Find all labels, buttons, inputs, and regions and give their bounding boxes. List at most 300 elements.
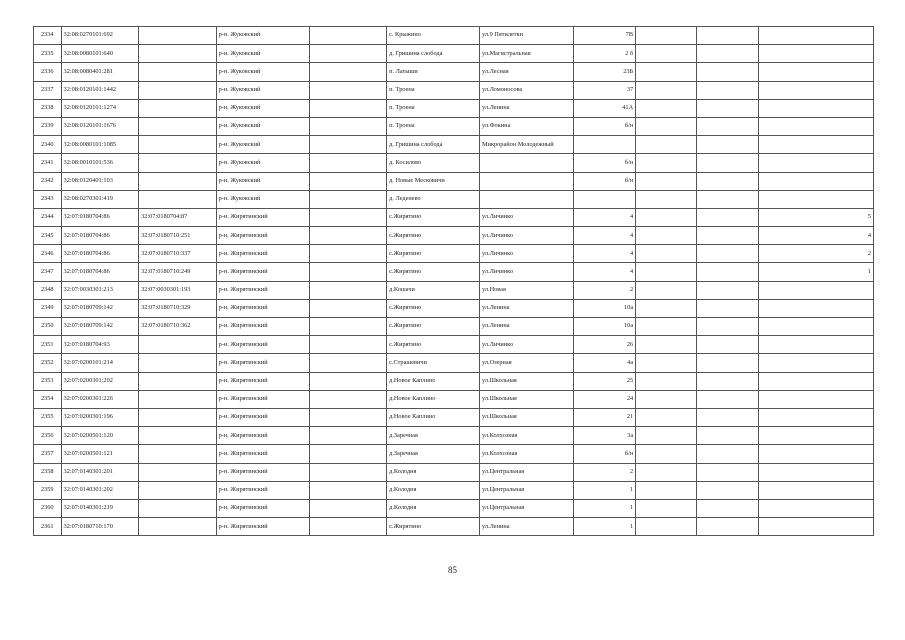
locality-cell: с.Жирятино [387,518,480,536]
row-number-cell: 2334 [34,27,62,45]
cadastral-number-2-cell [139,390,217,408]
apartment-number-cell: 5 [758,208,873,226]
blank-cell-cell [697,227,758,245]
locality-cell: п. Троена [387,117,480,135]
table-row [34,372,874,390]
table-row [34,318,874,336]
apartment-number-cell [758,63,873,81]
blank-cell-cell [309,336,387,354]
table-row [34,227,874,245]
house-number-cell: б/н [573,445,635,463]
blank-cell-cell [636,208,697,226]
blank-cell-cell [697,263,758,281]
row-number-cell: 2348 [34,281,62,299]
blank-cell-cell [636,245,697,263]
locality-cell: с.Жирятино [387,263,480,281]
cadastral-number-cell: 32:07:0200301:202 [61,372,139,390]
blank-cell-cell [697,99,758,117]
blank-cell-cell [697,499,758,517]
row-number-cell: 2340 [34,136,62,154]
blank-cell-cell [309,190,387,208]
cadastral-number-cell: 32:08:0080101:640 [61,45,139,63]
apartment-number-cell: 4 [758,227,873,245]
locality-cell: д. Косилово [387,154,480,172]
blank-cell-cell [636,372,697,390]
house-number-cell: 23Б [573,63,635,81]
house-number-cell: 7В [573,27,635,45]
street-cell [479,154,573,172]
table-row [34,117,874,135]
row-number-cell: 2355 [34,408,62,426]
blank-cell-cell [636,136,697,154]
blank-cell-cell [309,408,387,426]
blank-cell-cell [697,190,758,208]
blank-cell-cell [697,154,758,172]
row-number-cell: 2339 [34,117,62,135]
apartment-number-cell [758,463,873,481]
district-cell: р-н. Жирятинский [216,245,309,263]
cadastral-number-2-cell: 32:07:0180710:329 [139,299,217,317]
cadastral-number-2-cell [139,136,217,154]
blank-cell-cell [697,463,758,481]
blank-cell-cell [697,354,758,372]
cadastral-number-cell: 32:07:0180709:142 [61,299,139,317]
street-cell: ул.Личинко [479,208,573,226]
blank-cell-cell [309,372,387,390]
row-number-cell: 2351 [34,336,62,354]
blank-cell-cell [309,354,387,372]
apartment-number-cell [758,336,873,354]
blank-cell-cell [636,299,697,317]
table-row [34,354,874,372]
blank-cell-cell [697,81,758,99]
cadastral-number-2-cell: 32:07:0180710:337 [139,245,217,263]
table-row [34,208,874,226]
locality-cell: д. Новые Месковичи [387,172,480,190]
locality-cell: с.Жирятино [387,208,480,226]
blank-cell-cell [309,208,387,226]
blank-cell-cell [309,227,387,245]
blank-cell-cell [309,427,387,445]
blank-cell-cell [697,318,758,336]
locality-cell: д.Колодня [387,463,480,481]
blank-cell-cell [697,481,758,499]
blank-cell-cell [309,318,387,336]
blank-cell-cell [636,481,697,499]
locality-cell: с. Крыжино [387,27,480,45]
district-cell: р-н. Жирятинский [216,354,309,372]
row-number-cell: 2337 [34,81,62,99]
table-row [34,336,874,354]
table-row [34,499,874,517]
apartment-number-cell [758,499,873,517]
district-cell: р-н. Жирятинский [216,445,309,463]
table-row [34,154,874,172]
blank-cell-cell [697,27,758,45]
district-cell: р-н. Жирятинский [216,427,309,445]
table-row [34,463,874,481]
blank-cell-cell [309,81,387,99]
district-cell: р-н. Жирятинский [216,499,309,517]
table-row [34,281,874,299]
cadastral-number-2-cell [139,354,217,372]
apartment-number-cell [758,99,873,117]
apartment-number-cell [758,518,873,536]
apartment-number-cell [758,136,873,154]
street-cell: ул.Фокина [479,117,573,135]
property-register-table [33,26,874,536]
blank-cell-cell [636,63,697,81]
apartment-number-cell: 2 [758,245,873,263]
district-cell: р-н. Жуковский [216,190,309,208]
blank-cell-cell [636,518,697,536]
locality-cell: д.Колодня [387,499,480,517]
cadastral-number-2-cell: 32:07:0180710:249 [139,263,217,281]
locality-cell: с.Страшевичи [387,354,480,372]
cadastral-number-cell: 32:07:0180704:86 [61,245,139,263]
street-cell: ул.Магистральная [479,45,573,63]
blank-cell-cell [636,463,697,481]
cadastral-number-2-cell [139,117,217,135]
house-number-cell: 2 [573,281,635,299]
blank-cell-cell [636,499,697,517]
apartment-number-cell: 1 [758,263,873,281]
house-number-cell: 1 [573,518,635,536]
table-row [34,408,874,426]
cadastral-number-2-cell [139,372,217,390]
blank-cell-cell [697,336,758,354]
district-cell: р-н. Жирятинский [216,408,309,426]
cadastral-number-2-cell [139,445,217,463]
table-row [34,45,874,63]
cadastral-number-cell: 32:08:0120101:1676 [61,117,139,135]
blank-cell-cell [697,172,758,190]
apartment-number-cell [758,408,873,426]
blank-cell-cell [697,117,758,135]
house-number-cell: 1 [573,499,635,517]
table-row [34,518,874,536]
blank-cell-cell [309,481,387,499]
street-cell: ул.Школьная [479,372,573,390]
row-number-cell: 2335 [34,45,62,63]
blank-cell-cell [309,63,387,81]
blank-cell-cell [309,299,387,317]
apartment-number-cell [758,390,873,408]
row-number-cell: 2342 [34,172,62,190]
house-number-cell: 4 [573,227,635,245]
house-number-cell: б/н [573,154,635,172]
cadastral-number-cell: 32:08:0080401:281 [61,63,139,81]
blank-cell-cell [636,336,697,354]
street-cell: ул.Личинко [479,245,573,263]
locality-cell: д.Новое Каплино [387,390,480,408]
apartment-number-cell [758,372,873,390]
blank-cell-cell [697,136,758,154]
locality-cell: с.Жирятино [387,336,480,354]
table-body [34,27,874,536]
blank-cell-cell [697,281,758,299]
apartment-number-cell [758,27,873,45]
apartment-number-cell [758,117,873,135]
blank-cell-cell [697,245,758,263]
row-number-cell: 2343 [34,190,62,208]
blank-cell-cell [697,63,758,81]
house-number-cell: 3а [573,427,635,445]
cadastral-number-cell: 32:08:0270301:419 [61,190,139,208]
house-number-cell: 4а [573,354,635,372]
locality-cell: д.Заречная [387,445,480,463]
blank-cell-cell [636,445,697,463]
row-number-cell: 2336 [34,63,62,81]
district-cell: р-н. Жирятинский [216,318,309,336]
blank-cell-cell [697,45,758,63]
cadastral-number-cell: 32:07:0200501:120 [61,427,139,445]
blank-cell-cell [697,408,758,426]
apartment-number-cell [758,190,873,208]
district-cell: р-н. Жирятинский [216,281,309,299]
apartment-number-cell [758,481,873,499]
cadastral-number-cell: 32:08:0010101:536 [61,154,139,172]
blank-cell-cell [697,445,758,463]
house-number-cell: б/н [573,117,635,135]
blank-cell-cell [636,408,697,426]
house-number-cell: 24 [573,390,635,408]
cadastral-number-cell: 32:07:0140301:202 [61,481,139,499]
blank-cell-cell [636,354,697,372]
street-cell: ул.Ломоносова [479,81,573,99]
row-number-cell: 2356 [34,427,62,445]
blank-cell-cell [309,463,387,481]
cadastral-number-2-cell [139,45,217,63]
cadastral-number-cell: 32:08:0120101:1442 [61,81,139,99]
row-number-cell: 2346 [34,245,62,263]
locality-cell: с.Жирятино [387,318,480,336]
row-number-cell: 2345 [34,227,62,245]
page-number: 85 [448,565,457,575]
row-number-cell: 2358 [34,463,62,481]
table-row [34,481,874,499]
district-cell: р-н. Жирятинский [216,481,309,499]
blank-cell-cell [309,136,387,154]
district-cell: р-н. Жуковский [216,117,309,135]
cadastral-number-cell: 32:08:0120101:1274 [61,99,139,117]
house-number-cell: 25 [573,372,635,390]
cadastral-number-cell: 32:07:0140301:219 [61,499,139,517]
district-cell: р-н. Жирятинский [216,336,309,354]
blank-cell-cell [636,427,697,445]
blank-cell-cell [309,27,387,45]
house-number-cell: 10а [573,318,635,336]
apartment-number-cell [758,445,873,463]
cadastral-number-2-cell [139,336,217,354]
street-cell: ул.Колхозная [479,427,573,445]
apartment-number-cell [758,81,873,99]
locality-cell: д. Гришина слобода [387,45,480,63]
house-number-cell: 10а [573,299,635,317]
street-cell: ул.Ленина [479,299,573,317]
district-cell: р-н. Жирятинский [216,390,309,408]
blank-cell-cell [636,99,697,117]
cadastral-number-2-cell [139,154,217,172]
apartment-number-cell [758,281,873,299]
apartment-number-cell [758,354,873,372]
table-row [34,263,874,281]
locality-cell: д.Новое Каплино [387,372,480,390]
apartment-number-cell [758,299,873,317]
blank-cell-cell [309,117,387,135]
cadastral-number-2-cell [139,172,217,190]
blank-cell-cell [636,318,697,336]
blank-cell-cell [697,390,758,408]
street-cell: ул.9 Пятилетки [479,27,573,45]
locality-cell: п. Латыши [387,63,480,81]
street-cell: ул.Ленина [479,99,573,117]
house-number-cell: 4 [573,245,635,263]
house-number-cell [573,190,635,208]
district-cell: р-н. Жуковский [216,81,309,99]
street-cell: ул.Личинко [479,227,573,245]
district-cell: р-н. Жуковский [216,154,309,172]
blank-cell-cell [309,99,387,117]
cadastral-number-2-cell: 32:07:0180704:87 [139,208,217,226]
locality-cell: д. Леденево [387,190,480,208]
locality-cell: д. Гришина слобода [387,136,480,154]
district-cell: р-н. Жирятинский [216,227,309,245]
row-number-cell: 2352 [34,354,62,372]
cadastral-number-2-cell [139,427,217,445]
street-cell: ул.Центральная [479,463,573,481]
cadastral-number-cell: 32:07:0180704:86 [61,208,139,226]
cadastral-number-cell: 32:07:0180710:170 [61,518,139,536]
table-row [34,99,874,117]
apartment-number-cell [758,318,873,336]
cadastral-number-2-cell: 32:07:0180710:251 [139,227,217,245]
table-row [34,27,874,45]
cadastral-number-2-cell [139,63,217,81]
house-number-cell: 41А [573,99,635,117]
district-cell: р-н. Жуковский [216,99,309,117]
blank-cell-cell [697,208,758,226]
row-number-cell: 2349 [34,299,62,317]
district-cell: р-н. Жирятинский [216,372,309,390]
apartment-number-cell [758,45,873,63]
cadastral-number-2-cell [139,81,217,99]
table-row [34,299,874,317]
blank-cell-cell [309,154,387,172]
blank-cell-cell [309,172,387,190]
locality-cell: с.Жирятино [387,227,480,245]
table-row [34,63,874,81]
apartment-number-cell [758,427,873,445]
row-number-cell: 2350 [34,318,62,336]
row-number-cell: 2361 [34,518,62,536]
cadastral-number-cell: 32:07:0200501:121 [61,445,139,463]
street-cell: ул.Ленина [479,318,573,336]
district-cell: р-н. Жирятинский [216,299,309,317]
locality-cell: п. Троена [387,99,480,117]
cadastral-number-cell: 32:08:0270101:692 [61,27,139,45]
table-row [34,81,874,99]
district-cell: р-н. Жуковский [216,45,309,63]
cadastral-number-cell: 32:07:0180704:93 [61,336,139,354]
row-number-cell: 2359 [34,481,62,499]
street-cell: ул.Озерная [479,354,573,372]
house-number-cell: 37 [573,81,635,99]
table-row [34,190,874,208]
cadastral-number-2-cell [139,190,217,208]
blank-cell-cell [636,27,697,45]
house-number-cell: 1 [573,481,635,499]
blank-cell-cell [309,263,387,281]
house-number-cell: 26 [573,336,635,354]
row-number-cell: 2338 [34,99,62,117]
cadastral-number-2-cell: 32:07:0180710:362 [139,318,217,336]
cadastral-number-cell: 32:07:0140301:201 [61,463,139,481]
blank-cell-cell [636,117,697,135]
district-cell: р-н. Жуковский [216,172,309,190]
house-number-cell: 4 [573,208,635,226]
cadastral-number-2-cell [139,27,217,45]
street-cell: ул.Личинко [479,336,573,354]
row-number-cell: 2347 [34,263,62,281]
district-cell: р-н. Жуковский [216,136,309,154]
house-number-cell: 4 [573,263,635,281]
blank-cell-cell [309,245,387,263]
table-row [34,172,874,190]
house-number-cell: 2 [573,463,635,481]
district-cell: р-н. Жирятинский [216,208,309,226]
blank-cell-cell [309,518,387,536]
cadastral-number-cell: 32:08:0080101:1085 [61,136,139,154]
house-number-cell: 21 [573,408,635,426]
cadastral-number-2-cell [139,408,217,426]
locality-cell: п. Троена [387,81,480,99]
row-number-cell: 2360 [34,499,62,517]
locality-cell: д.Кошачи [387,281,480,299]
table-row [34,445,874,463]
blank-cell-cell [309,45,387,63]
table-row [34,136,874,154]
street-cell: ул.Новая [479,281,573,299]
row-number-cell: 2354 [34,390,62,408]
cadastral-number-cell: 32:07:0200301:226 [61,390,139,408]
blank-cell-cell [636,227,697,245]
cadastral-number-2-cell [139,518,217,536]
street-cell: ул.Школьная [479,408,573,426]
street-cell: ул.Лесная [479,63,573,81]
locality-cell: д.Новое Каплино [387,408,480,426]
blank-cell-cell [309,445,387,463]
cadastral-number-2-cell: 32:07:0030301:193 [139,281,217,299]
apartment-number-cell [758,154,873,172]
locality-cell: д.Колодня [387,481,480,499]
district-cell: р-н. Жуковский [216,63,309,81]
cadastral-number-cell: 32:07:0180704:86 [61,227,139,245]
street-cell: ул.Личинко [479,263,573,281]
district-cell: р-н. Жирятинский [216,518,309,536]
cadastral-number-cell: 32:07:0200101:214 [61,354,139,372]
house-number-cell: б/н [573,172,635,190]
street-cell: Микрорайон Молодежный [479,136,573,154]
row-number-cell: 2357 [34,445,62,463]
row-number-cell: 2344 [34,208,62,226]
blank-cell-cell [636,154,697,172]
district-cell: р-н. Жирятинский [216,263,309,281]
house-number-cell [573,136,635,154]
blank-cell-cell [636,390,697,408]
street-cell: ул.Центральная [479,481,573,499]
blank-cell-cell [697,299,758,317]
